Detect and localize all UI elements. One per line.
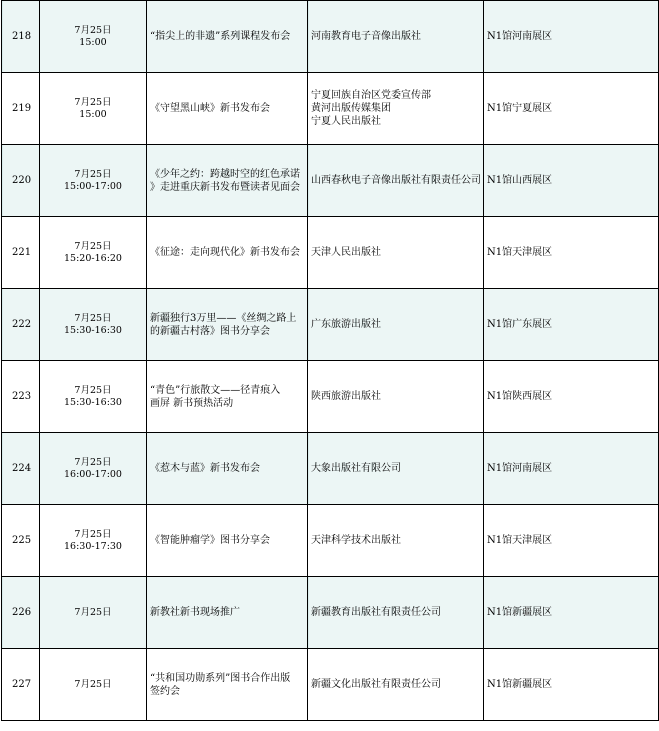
event-name-line: 》走进重庆新书发布暨读者见面会 bbox=[150, 181, 300, 193]
row-number: 224 bbox=[2, 433, 40, 505]
table-row bbox=[2, 505, 659, 577]
event-location: N1馆河南展区 bbox=[484, 1, 659, 73]
event-date: 7月25日 bbox=[74, 24, 112, 36]
event-location: N1馆天津展区 bbox=[484, 505, 659, 577]
organizer-line: 天津科学技术出版社 bbox=[311, 535, 401, 546]
event-name bbox=[147, 361, 308, 433]
table-row bbox=[2, 433, 659, 505]
organizer bbox=[308, 505, 484, 577]
organizer-line: 大象出版社有限公司 bbox=[311, 463, 401, 474]
event-datetime bbox=[40, 505, 147, 577]
table-row bbox=[2, 361, 659, 433]
event-date: 7月25日 bbox=[74, 312, 112, 324]
event-name-line: 《少年之约：跨越时空的红色承诺 bbox=[150, 168, 300, 180]
event-datetime bbox=[40, 145, 147, 217]
event-schedule-table bbox=[1, 0, 659, 721]
event-name bbox=[147, 505, 308, 577]
organizer-line: 新疆文化出版社有限责任公司 bbox=[311, 679, 441, 690]
event-name-line: 的新疆古村落》图书分享会 bbox=[150, 325, 270, 337]
event-date: 7月25日 bbox=[74, 96, 112, 108]
event-datetime bbox=[40, 217, 147, 289]
row-number: 219 bbox=[2, 73, 40, 145]
event-datetime bbox=[40, 361, 147, 433]
event-name bbox=[147, 145, 308, 217]
table-row bbox=[2, 649, 659, 721]
organizer-line: 宁夏人民出版社 bbox=[311, 116, 381, 127]
organizer bbox=[308, 577, 484, 649]
table-row bbox=[2, 145, 659, 217]
event-name-line: 《惹木与蓝》新书发布会 bbox=[150, 463, 260, 474]
event-name-line: “青色”行旅散文——径青痕入 bbox=[150, 384, 281, 396]
event-location: N1馆天津展区 bbox=[484, 217, 659, 289]
event-location: N1馆新疆展区 bbox=[484, 649, 659, 721]
organizer bbox=[308, 217, 484, 289]
event-time: 15:30-16:30 bbox=[64, 396, 122, 408]
event-name bbox=[147, 1, 308, 73]
organizer-line: 新疆教育出版社有限责任公司 bbox=[311, 607, 441, 618]
event-location: N1馆河南展区 bbox=[484, 433, 659, 505]
organizer-line: 宁夏回族自治区党委宣传部 bbox=[311, 90, 431, 101]
event-datetime bbox=[40, 289, 147, 361]
event-datetime bbox=[40, 649, 147, 721]
event-name bbox=[147, 289, 308, 361]
event-location: N1馆广东展区 bbox=[484, 289, 659, 361]
event-name-line: 《守望黑山峡》新书发布会 bbox=[150, 103, 270, 114]
event-name bbox=[147, 217, 308, 289]
event-name-line: “共和国功勋系列”图书合作出版 bbox=[150, 672, 291, 684]
event-time: 15:00 bbox=[79, 36, 107, 48]
row-number: 220 bbox=[2, 145, 40, 217]
organizer bbox=[308, 1, 484, 73]
organizer bbox=[308, 433, 484, 505]
event-time: 15:20-16:20 bbox=[64, 252, 122, 264]
row-number: 218 bbox=[2, 1, 40, 73]
organizer bbox=[308, 73, 484, 145]
organizer bbox=[308, 649, 484, 721]
row-number: 221 bbox=[2, 217, 40, 289]
event-name-line: 新疆独行3万里——《丝绸之路上 bbox=[150, 312, 297, 324]
event-location: N1馆山西展区 bbox=[484, 145, 659, 217]
row-number: 222 bbox=[2, 289, 40, 361]
row-number: 227 bbox=[2, 649, 40, 721]
organizer-line: 陕西旅游出版社 bbox=[311, 391, 381, 402]
event-name-line: 签约会 bbox=[150, 685, 180, 697]
row-number: 226 bbox=[2, 577, 40, 649]
organizer-line: 山西春秋电子音像出版社有限责任公司 bbox=[311, 175, 481, 186]
event-name bbox=[147, 649, 308, 721]
event-name-line: 《智能肿瘤学》图书分享会 bbox=[150, 535, 270, 546]
organizer bbox=[308, 289, 484, 361]
event-name bbox=[147, 433, 308, 505]
event-date: 7月25日 bbox=[74, 456, 112, 468]
event-location: N1馆宁夏展区 bbox=[484, 73, 659, 145]
event-date: 7月25日 bbox=[74, 678, 112, 690]
row-number: 223 bbox=[2, 361, 40, 433]
event-name-line: 画屏 新书预热活动 bbox=[150, 397, 234, 409]
organizer-line: 广东旅游出版社 bbox=[311, 319, 381, 330]
table-row bbox=[2, 1, 659, 73]
table-row bbox=[2, 217, 659, 289]
event-name-line: “指尖上的非遗”系列课程发布会 bbox=[150, 31, 291, 42]
event-datetime bbox=[40, 577, 147, 649]
organizer-line: 天津人民出版社 bbox=[311, 247, 381, 258]
event-name-line: 《征途：走向现代化》新书发布会 bbox=[150, 247, 300, 258]
event-time: 16:30-17:30 bbox=[64, 540, 122, 552]
event-location: N1馆新疆展区 bbox=[484, 577, 659, 649]
event-date: 7月25日 bbox=[74, 168, 112, 180]
event-time: 15:30-16:30 bbox=[64, 324, 122, 336]
event-date: 7月25日 bbox=[74, 384, 112, 396]
organizer-line: 黄河出版传媒集团 bbox=[311, 103, 391, 114]
event-datetime bbox=[40, 73, 147, 145]
row-number: 225 bbox=[2, 505, 40, 577]
organizer bbox=[308, 361, 484, 433]
event-name bbox=[147, 73, 308, 145]
event-date: 7月25日 bbox=[74, 606, 112, 618]
table-row bbox=[2, 73, 659, 145]
event-datetime bbox=[40, 433, 147, 505]
table-row bbox=[2, 289, 659, 361]
event-schedule-body bbox=[2, 1, 659, 721]
event-date: 7月25日 bbox=[74, 240, 112, 252]
event-name bbox=[147, 577, 308, 649]
event-name-line: 新教社新书现场推广 bbox=[150, 607, 240, 618]
event-time: 16:00-17:00 bbox=[64, 468, 122, 480]
event-time: 15:00-17:00 bbox=[64, 180, 122, 192]
event-location: N1馆陕西展区 bbox=[484, 361, 659, 433]
organizer bbox=[308, 145, 484, 217]
event-datetime bbox=[40, 1, 147, 73]
table-row bbox=[2, 577, 659, 649]
organizer-line: 河南教育电子音像出版社 bbox=[311, 31, 421, 42]
event-time: 15:00 bbox=[79, 108, 107, 120]
event-date: 7月25日 bbox=[74, 528, 112, 540]
